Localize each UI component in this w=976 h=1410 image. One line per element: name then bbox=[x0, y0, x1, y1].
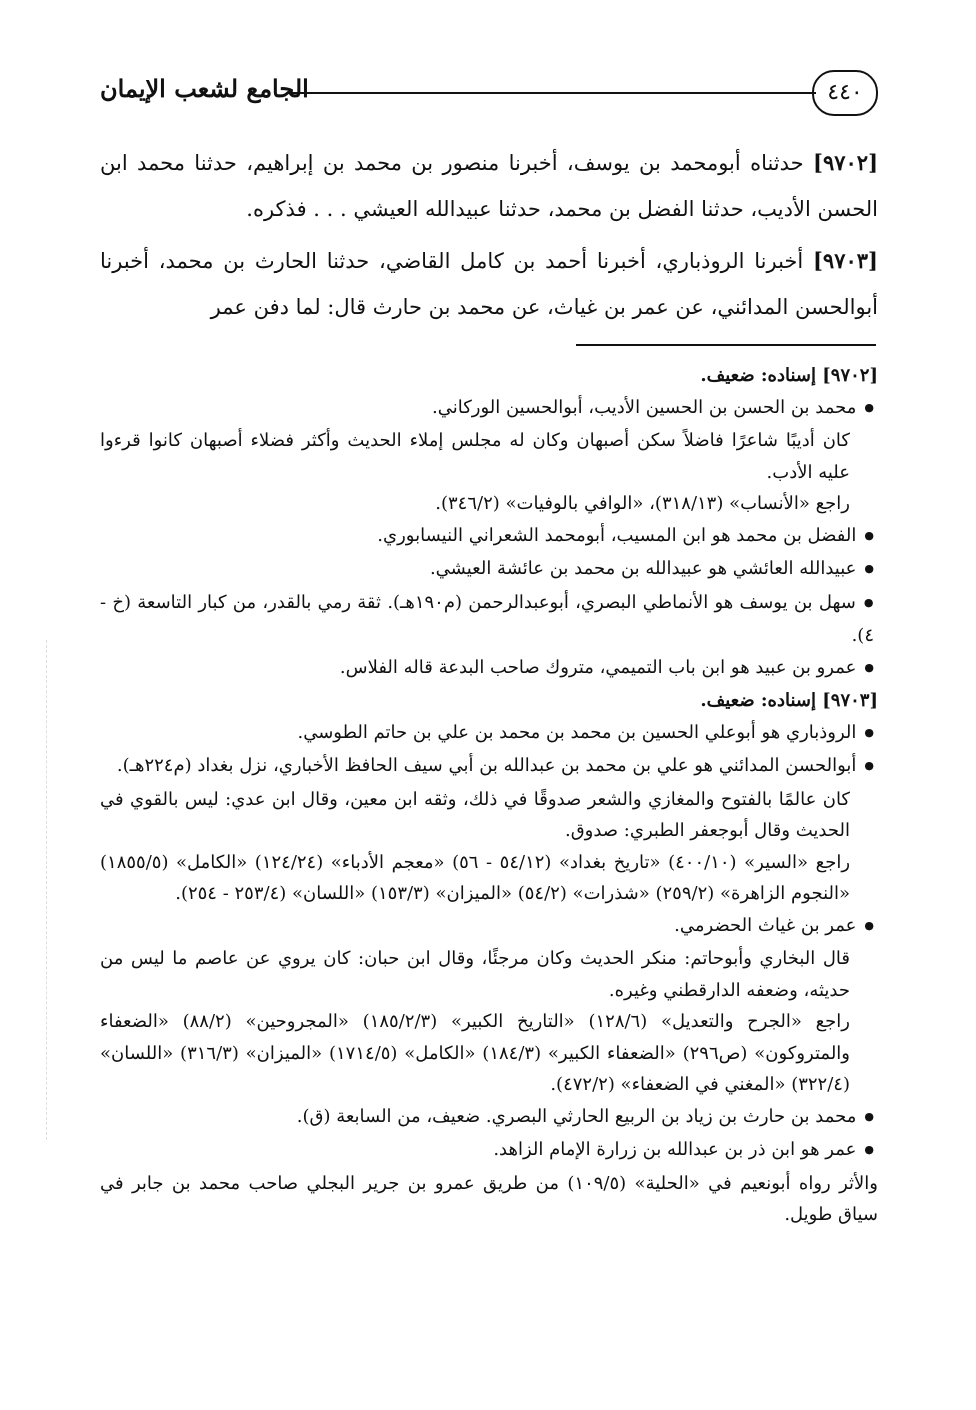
hadith-number: [٩٧٠٣] bbox=[812, 248, 878, 273]
page-header bbox=[100, 62, 878, 122]
hadith-entry bbox=[100, 238, 878, 330]
footnote-bullet-item: ● عبيدالله العائشي هو عبيدالله بن محمد بن عائشة العيشي. bbox=[100, 553, 878, 587]
footnotes bbox=[100, 360, 878, 1231]
footnote-heading: [٩٧٠٣] إسناده: ضعيف. bbox=[700, 690, 878, 711]
hadith-number: [٩٧٠٢] bbox=[813, 150, 878, 175]
footnote-line: كان أديبًا شاعرًا فاضلاً سكن أصبهان وكان له مجلس إملاء الحديث وأكثر فضلاء أصبهان كانوا قرءوا عليه الأدب. bbox=[100, 430, 850, 483]
footnote-separator bbox=[576, 344, 876, 346]
footnote-line: راجع «الأنساب» (٣١٨/١٣)، «الوافي بالوفيات» (٣٤٦/٢). bbox=[435, 493, 850, 514]
footnote-bullet-item: ● الروذباري هو أبوعلي الحسين بن محمد بن محمد بن علي بن حاتم الطوسي. bbox=[100, 717, 878, 751]
footnote-line: قال البخاري وأبوحاتم: منكر الحديث وكان مرجئًا، وقال ابن حبان: كان يروي عن عاصم ما ليس من حديثه، وضعفه الدارقطني وغيره. bbox=[100, 948, 850, 1001]
header-rule bbox=[290, 92, 816, 94]
footnote-line: راجع «السير» (٤٠٠/١٠) «تاريخ بغداد» (٥٤/١٢ - ٥٦) «معجم الأدباء» (١٢٤/٢٤) «الكامل» (١٨٥٥/٥) «النجوم الزاهرة» (٢٥٩/٢) «شذرات» (٥٤/٢) «الميزان» (١٥٣/٣) «اللسان» (٢٥٣/٤ - ٢٥٤). bbox=[100, 851, 851, 904]
footnote-bullet-item: ● عمر بن غياث الحضرمي. bbox=[100, 910, 878, 944]
margin-line bbox=[46, 640, 47, 1140]
footnote-bullet-item: ● الفضل بن محمد هو ابن المسيب، أبومحمد الشعراني النيسابوري. bbox=[100, 520, 878, 554]
footnote-line: والأثر رواه أبونعيم في «الحلية» (١٠٩/٥) من طريق عمرو بن جرير البجلي صاحب محمد بن جابر في سياق طويل. bbox=[100, 1172, 879, 1225]
footnote-bullet-item: ● عمر هو ابن ذر بن عبدالله بن زرارة الإمام الزاهد. bbox=[100, 1134, 878, 1168]
footnote-bullet-item: ● سهل بن يوسف هو الأنماطي البصري، أبوعبدالرحمن (م١٩٠هـ). ثقة رمي بالقدر، من كبار التاسعة (خ - ٤). bbox=[100, 587, 878, 652]
footnote-bullet-item: ● عمرو بن عبيد هو ابن باب التميمي، متروك صاحب البدعة قاله الفلاس. bbox=[100, 652, 878, 686]
footnote-bullet-item: ● محمد بن الحسن بن الحسين الأديب، أبوالحسين الوركاني. bbox=[100, 392, 878, 426]
main-text bbox=[100, 140, 878, 336]
page-number-badge: ٤٤٠ bbox=[812, 70, 878, 116]
footnote-bullet-item: ● أبوالحسن المدائني هو علي بن محمد بن عبدالله بن أبي سيف الحافظ الأخباري، نزل بغداد (م٢٢٤هـ). bbox=[100, 750, 878, 784]
footnote-line: راجع «الجرح والتعديل» (١٢٨/٦) «التاريخ الكبير» (١٨٥/٢/٣) «المجروحين» (٨٨/٢) «الضعفاء والمتروكون» (ص٢٩٦) «الضعفاء الكبير» (١٨٤/٣) «الكامل» (١٧١٤/٥) «الميزان» (٣١٦/٣) «اللسان» (٣٢٢/٤) «المغني في الضعفاء» (٤٧٢/٢). bbox=[100, 1011, 851, 1095]
footnote-line: كان عالمًا بالفتوح والمغازي والشعر صدوقًا في ذلك، وثقه ابن معين، وقال ابن عدي: ليس بالقوي في الحديث وقال أبوجعفر الطبري: صدوق. bbox=[100, 788, 850, 841]
book-title: الجامع لشعب الإيمان bbox=[100, 74, 309, 103]
footnote-bullet-item: ● محمد بن حارث بن زياد بن الربيع الحارثي البصري. ضعيف، من السابعة (ق). bbox=[100, 1101, 878, 1135]
hadith-text: حدثناه أبومحمد بن يوسف، أخبرنا منصور بن محمد بن إبراهيم، حدثنا محمد ابن الحسن الأديب، حدثنا الفضل بن محمد، حدثنا عبيدالله العيشي . . . فذكره. bbox=[100, 151, 878, 221]
footnote-heading: [٩٧٠٢] إسناده: ضعيف. bbox=[700, 365, 878, 386]
hadith-text: أخبرنا الروذباري، أخبرنا أحمد بن كامل القاضي، حدثنا الحارث بن محمد، أخبرنا أبوالحسن المدائني، عن عمر بن غياث، عن محمد بن حارث قال: لما دفن عمر bbox=[100, 249, 878, 319]
hadith-entry bbox=[100, 140, 878, 232]
